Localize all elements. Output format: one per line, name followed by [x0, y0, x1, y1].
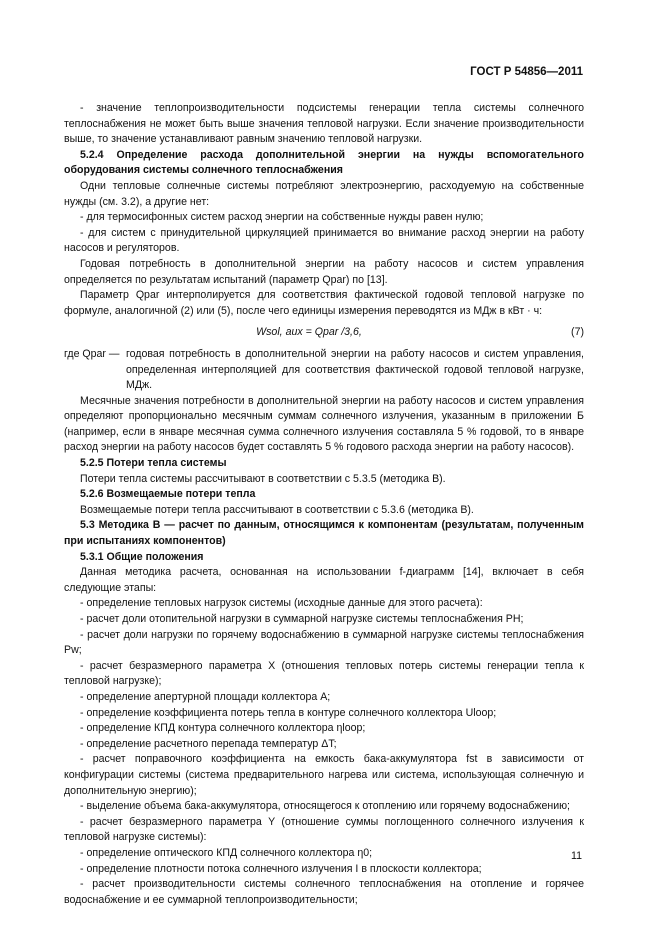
paragraph: Параметр Qpar интерполируется для соответствия фактической годовой тепловой нагрузке по формуле, аналогичной (2) или (5), после чего единицы измерения переводятся из МДж в кВт · ч: [64, 289, 584, 317]
formula-definition [64, 347, 584, 394]
paragraph: - определение апертурной площади коллектора A; [80, 690, 331, 703]
paragraph: - для систем с принудительной циркуляцией принимается во внимание расход энергии на работу насосов и регуляторов. [64, 226, 584, 255]
paragraph: - определение расчетного перепада температур ΔT; [80, 737, 337, 750]
paragraph: - значение теплопроизводительности подсистемы генерации тепла системы солнечного теплоснабжения не может быть выше значения тепловой нагрузки. Если значение производительности выше, то значение устанавливают равным значению тепловой нагрузки. [64, 102, 584, 146]
text-block-1 [64, 101, 584, 319]
paragraph: Одни тепловые солнечные системы потребляют электроэнергию, расходуемую на собственные нужды (см. 3.2), а другие нет: [64, 179, 584, 208]
paragraph: - определение коэффициента потерь тепла в контуре солнечного коллектора Uloop; [80, 706, 497, 719]
section-heading: 5.2.4 Определение расхода дополнительной энергии на нужды вспомогательного оборудования системы солнечного теплоснабжения [64, 148, 584, 177]
definition-symbol: где Qpar — [64, 347, 120, 360]
paragraph: - расчет производительности системы солнечного теплоснабжения на отопление и горячее водоснабжение и ее суммарной теплопроизводительности; [64, 878, 584, 906]
page-number: 11 [571, 850, 582, 862]
paragraph: Месячные значения потребности в дополнительной энергии на работу насосов и систем управления определяют пропорционально месячным суммам солнечного излучения, указанным в приложении Б (например, если в январе месячная сумма солнечного излучения составляла 5 % годовой, то в январе расход энергии на работу насосов будет составлять 5 % годового расхода энергии на работу насосов). [64, 394, 584, 454]
section-heading: 5.2.5 Потери тепла системы [80, 457, 227, 470]
paragraph: Данная методика расчета, основанная на использовании f-диаграмм [14], включает в себя следующие этапы: [64, 566, 584, 594]
paragraph: - определение оптического КПД солнечного коллектора η0; [80, 846, 373, 859]
paragraph: - расчет доли нагрузки по горячему водоснабжению в суммарной нагрузке системы теплоснабжения Pw; [64, 628, 584, 657]
paragraph: - расчет поправочного коэффициента на емкость бака-аккумулятора fst в зависимости от конфигурации системы (система предварительного нагрева или система, использующая солнечную и дополнительную энергию); [64, 753, 584, 797]
section-heading: 5.2.6 Возмещаемые потери тепла [80, 488, 256, 501]
definition-text: годовая потребность в дополнительной энергии на работу насосов и систем управления, определенная интерполяцией для соответствия фактической годовой тепловой нагрузке, МДж. [126, 347, 584, 392]
section-heading: 5.3 Методика В — расчет по данным, относящимся к компонентам (результатам, полученным при испытаниях компонентов) [64, 519, 584, 548]
paragraph: Потери тепла системы рассчитывают в соответствии с 5.3.5 (методика В). [80, 472, 446, 485]
paragraph: Возмещаемые потери тепла рассчитывают в соответствии с 5.3.6 (методика В). [80, 503, 474, 516]
standard-header: ГОСТ Р 54856—2011 [470, 66, 583, 78]
section-heading: 5.3.1 Общие положения [80, 550, 204, 563]
formula-text: Wsol, aux = Qpar /3,6, [256, 326, 362, 339]
text-block-2 [64, 394, 584, 909]
paragraph: - выделение объема бака-аккумулятора, относящегося к отоплению или горячему водоснабжению; [80, 800, 571, 813]
formula-number: (7) [571, 326, 584, 339]
paragraph: Годовая потребность в дополнительной энергии на работу насосов и систем управления определяется по результатам испытаний (параметр Qpar) по [13]. [64, 257, 584, 286]
paragraph: - определение плотности потока солнечного излучения I в плоскости коллектора; [80, 862, 482, 875]
paragraph: - расчет безразмерного параметра Y (отношение суммы поглощенного солнечного излучения к тепловой нагрузке системы): [64, 815, 584, 844]
paragraph: - для термосифонных систем расход энергии на собственные нужды равен нулю; [80, 211, 484, 224]
paragraph: - расчет доли отопительной нагрузки в суммарной нагрузке системы теплоснабжения PH; [80, 613, 524, 625]
formula-7 [64, 325, 584, 341]
paragraph: - определение тепловых нагрузок системы (исходные данные для этого расчета): [80, 597, 483, 610]
page-content [64, 101, 584, 908]
paragraph: - расчет безразмерного параметра X (отношения тепловых потерь системы генерации тепла к тепловой нагрузке); [64, 659, 584, 688]
paragraph: - определение КПД контура солнечного коллектора ηloop; [80, 722, 366, 735]
